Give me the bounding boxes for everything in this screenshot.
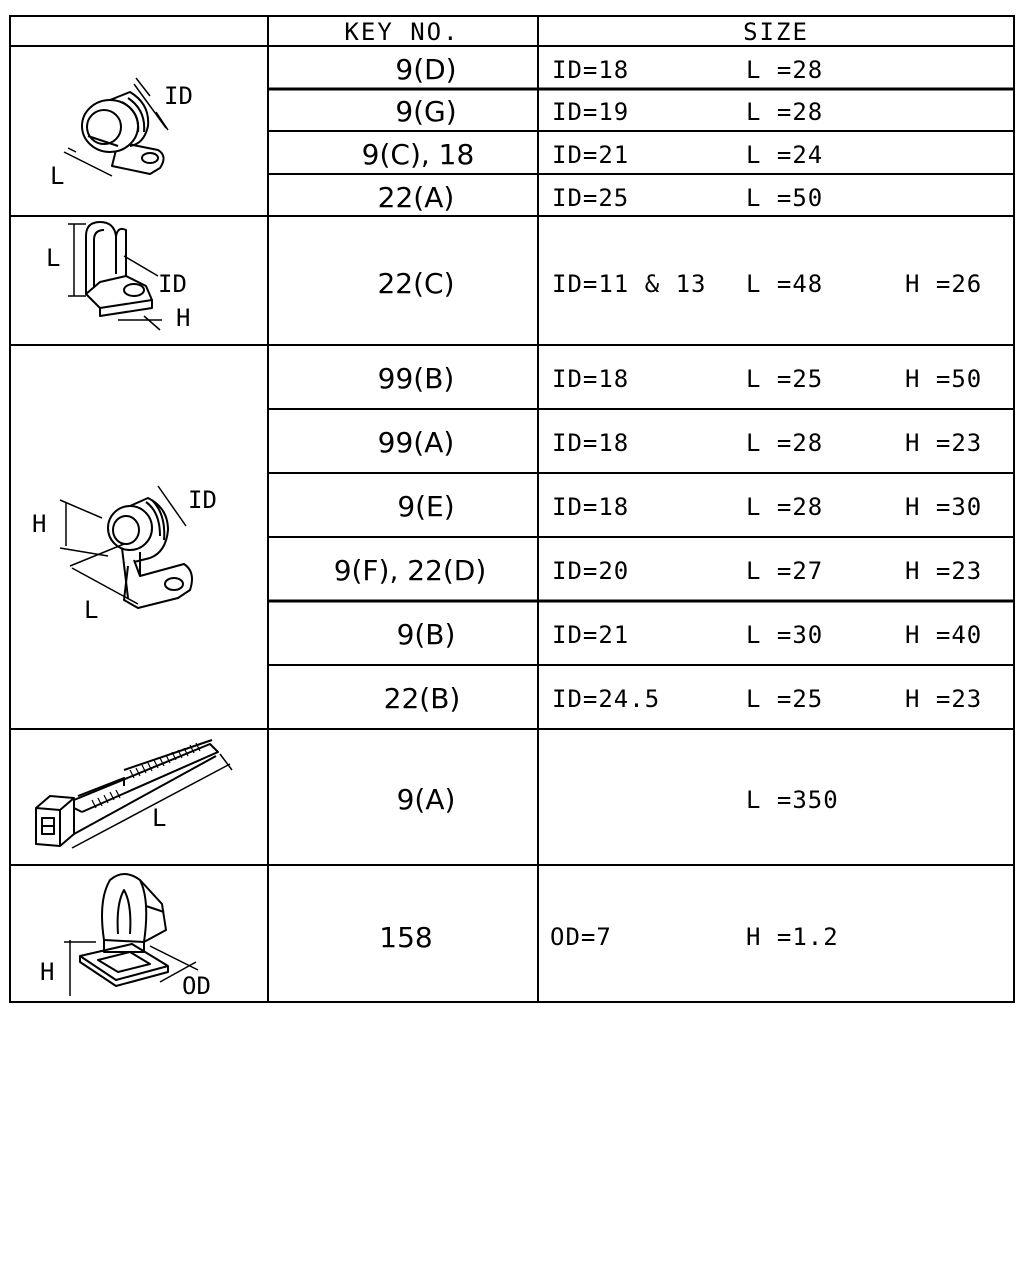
dimension-label-h: H	[40, 958, 55, 986]
header-key-no: KEY NO.	[344, 18, 460, 46]
size-id: ID=20	[552, 557, 630, 585]
dimension-label-h: H	[176, 304, 191, 332]
size-l: L =28	[746, 429, 824, 457]
size-od: OD=7	[550, 923, 612, 951]
size-h: H =50	[905, 365, 983, 393]
size-l: L =28	[746, 56, 824, 84]
dimension-label-l: L	[152, 804, 167, 832]
dimension-label-id: ID	[164, 82, 193, 110]
key-number: 22(A)	[377, 181, 455, 214]
table-row	[384, 682, 983, 715]
table-row	[397, 490, 982, 523]
dimension-label-h: H	[32, 510, 47, 538]
table-row	[397, 783, 839, 816]
dimension-label-od: OD	[182, 972, 211, 1000]
size-l: L =30	[746, 621, 824, 649]
size-l: L =28	[746, 98, 824, 126]
size-id: ID=21	[552, 141, 630, 169]
size-h: H =23	[905, 685, 983, 713]
size-id: ID=19	[552, 98, 630, 126]
size-l: L =25	[746, 685, 824, 713]
table-row	[378, 181, 824, 214]
table-row	[378, 426, 983, 459]
key-number: 9(D)	[395, 53, 457, 86]
size-id: ID=25	[552, 184, 630, 212]
size-id: ID=18	[552, 429, 630, 457]
j-clip-icon	[68, 222, 162, 330]
size-l: L =50	[746, 184, 824, 212]
dimension-label-l: L	[46, 244, 61, 272]
key-number: 9(A)	[396, 783, 456, 816]
size-id: ID=11 & 13	[552, 270, 707, 298]
table-row	[378, 362, 983, 395]
key-number: 9(E)	[397, 490, 455, 523]
p-clamp-icon	[64, 78, 168, 176]
size-id: ID=18	[552, 493, 630, 521]
size-l: L =48	[746, 270, 824, 298]
key-number: 22(B)	[383, 682, 461, 715]
table-row	[377, 267, 982, 300]
key-number: 9(B)	[396, 618, 456, 651]
table-row	[334, 554, 983, 587]
size-h: H =26	[905, 270, 983, 298]
key-number: 158	[379, 921, 433, 954]
size-l: L =350	[746, 786, 839, 814]
size-id: ID=18	[552, 365, 630, 393]
size-id: ID=18	[552, 56, 630, 84]
size-h: H =30	[905, 493, 983, 521]
dimension-label-id: ID	[158, 270, 187, 298]
table-row	[397, 618, 983, 651]
standoff-clamp-icon	[60, 486, 192, 608]
size-id: ID=21	[552, 621, 630, 649]
cable-tie-icon	[36, 740, 232, 848]
size-l: L =24	[746, 141, 824, 169]
size-h: H =40	[905, 621, 983, 649]
size-l: L =27	[746, 557, 824, 585]
key-number: 9(C), 18	[361, 138, 475, 171]
dimension-label-id: ID	[188, 486, 217, 514]
table-row	[379, 921, 838, 954]
size-h: H =23	[905, 557, 983, 585]
key-number: 99(A)	[377, 426, 455, 459]
table-row	[362, 138, 824, 171]
size-l: L =25	[746, 365, 824, 393]
key-number: 9(F), 22(D)	[333, 554, 487, 587]
dimension-label-l: L	[84, 596, 99, 624]
key-number: 22(C)	[377, 267, 455, 300]
key-number: 9(G)	[395, 95, 457, 128]
table-row	[395, 53, 823, 86]
size-h: H =1.2	[746, 923, 839, 951]
key-number: 99(B)	[377, 362, 455, 395]
size-id: ID=24.5	[552, 685, 661, 713]
size-h: H =23	[905, 429, 983, 457]
size-l: L =28	[746, 493, 824, 521]
push-clip-icon	[64, 874, 198, 996]
dimension-label-l: L	[50, 162, 65, 190]
table-row	[395, 95, 823, 128]
header-size: SIZE	[743, 18, 809, 46]
